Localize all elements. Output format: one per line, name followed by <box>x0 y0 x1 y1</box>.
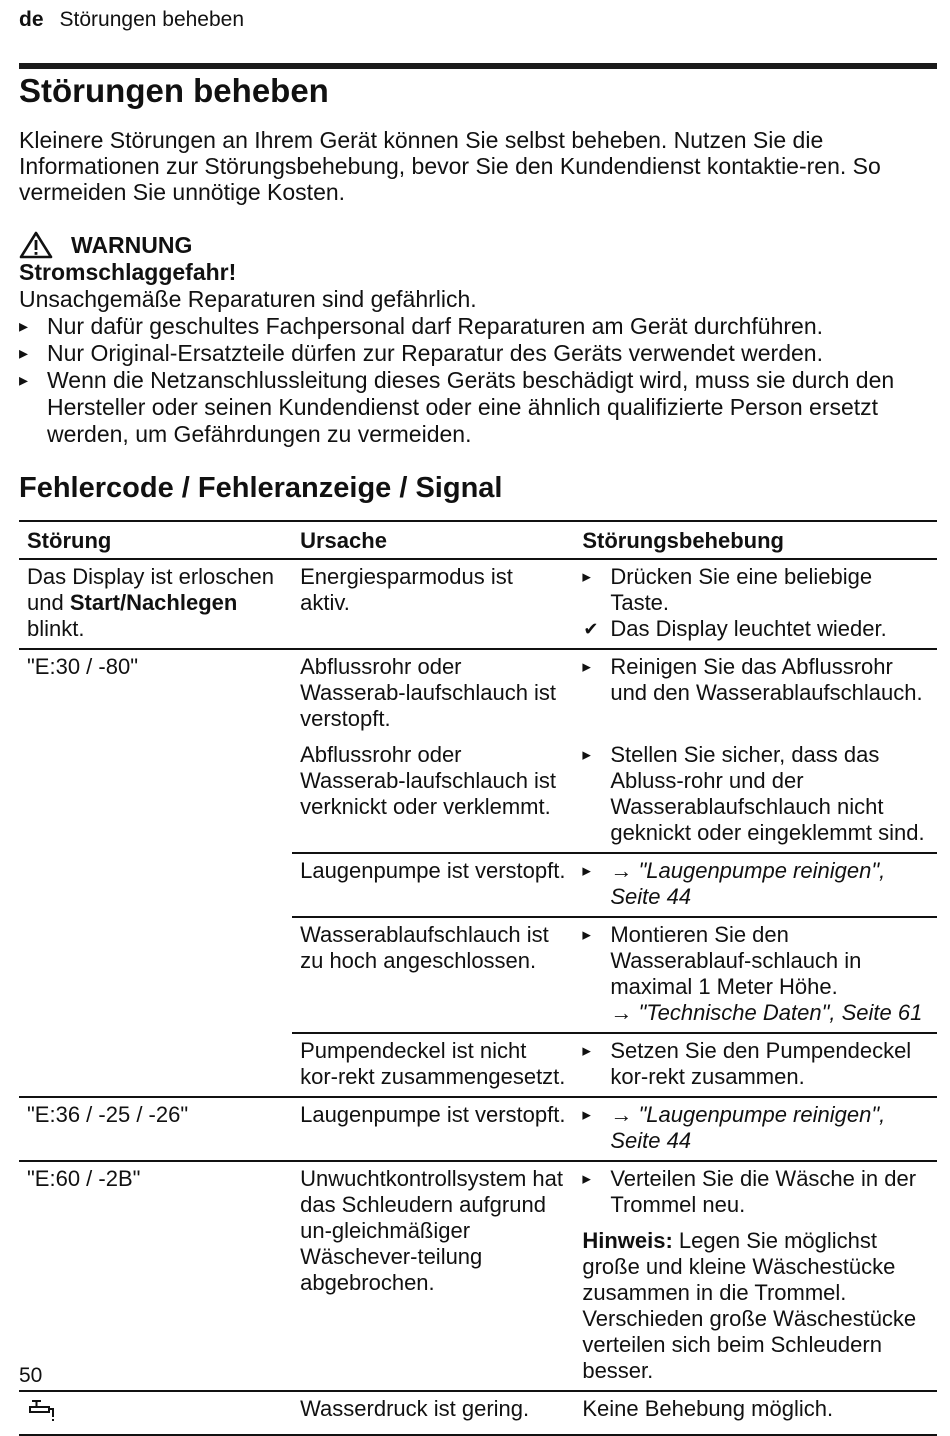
running-header <box>19 8 244 32</box>
water-tap-icon <box>27 1396 57 1422</box>
fault-code-cell: "E:30 / -80" <box>19 649 292 1097</box>
cause-cell: Wasserdruck ist gering. <box>292 1391 574 1435</box>
bullet-icon: ▸ <box>582 745 591 764</box>
column-header-cause: Ursache <box>292 521 574 559</box>
cause-cell: Energiesparmodus ist aktiv. <box>300 564 513 615</box>
cause-cell: Unwuchtkontrollsystem hat das Schleudern aufgrund un-gleichmäßiger Wäschever-teilung abgebrochen. <box>292 1161 574 1391</box>
note-text: Hinweis: Legen Sie möglichst große und kleine Wäschestücke zusammen in die Trommel. Verschieden große Wäschestücke verteilen sich beim Schleudern besser. <box>582 1228 917 1383</box>
list-item: ▸ Nur Original-Ersatzteile dürfen zur Reparatur des Geräts verwendet werden. <box>19 340 937 367</box>
checkmark-icon: ✔ <box>583 619 599 639</box>
list-item: ▸ Wenn die Netzanschlussleitung dieses Geräts beschädigt wird, muss sie durch den Hersteller oder seinen Kundendienst oder eine ähnlich qualifizierte Person ersetzt werden, um Gefährdungen zu vermeiden. <box>19 367 937 448</box>
arrow-right-icon: → <box>610 1000 639 1025</box>
table-header-row <box>19 521 937 559</box>
column-header-remedy: Störungsbehebung <box>574 521 937 559</box>
intro-paragraph: Kleinere Störungen an Ihrem Gerät können Sie selbst beheben. Nutzen Sie die Informationen zur Störungsbehebung, bevor Sie den Kundendienst kontaktie-ren. So vermeiden Sie unnötige Kosten. <box>19 127 881 205</box>
bullet-icon: ▸ <box>582 1169 591 1188</box>
warning-block <box>19 231 937 448</box>
page-number: 50 <box>19 1364 43 1387</box>
header-rule <box>19 63 937 69</box>
warning-list <box>19 313 937 448</box>
cause-cell: Laugenpumpe ist verstopft. <box>292 1097 574 1161</box>
bullet-icon: ▸ <box>582 1041 591 1060</box>
fault-code-cell: "E:36 / -25 / -26" <box>19 1097 292 1161</box>
section-title: Fehlercode / Fehleranzeige / Signal <box>19 472 503 504</box>
remedy-cell: ▸ Setzen Sie den Pumpendeckel kor-rekt zusammen. <box>574 1033 937 1097</box>
table-row <box>19 649 937 738</box>
remedy-cell: ▸ Drücken Sie eine beliebige Taste. ✔ Das Display leuchtet wieder. <box>582 564 887 641</box>
warning-triangle-icon <box>19 231 53 259</box>
warning-heading <box>19 231 937 259</box>
cause-cell: Wasserablaufschlauch ist zu hoch angeschlossen. <box>292 917 574 1033</box>
remedy-cell: Keine Behebung möglich. <box>574 1391 937 1435</box>
fault-icon-cell <box>19 1391 292 1435</box>
cause-cell: Abflussrohr oder Wasserab-laufschlauch ist verknickt oder verklemmt. <box>300 742 557 819</box>
remedy-cell: ▸ Reinigen Sie das Abflussrohr und den Wasserablaufschlauch. <box>574 649 937 738</box>
cause-cell: Laugenpumpe ist verstopft. <box>292 853 574 917</box>
header-section: Störungen beheben <box>59 8 245 31</box>
fault-cell: Das Display ist erloschen und Start/Nachlegen blinkt. <box>27 564 274 641</box>
remedy-cell: ▸ Montieren Sie den Wasserablauf-schlauch in maximal 1 Meter Höhe. → "Technische Daten", Seite 61 <box>574 917 937 1033</box>
fault-table <box>19 520 937 1436</box>
table-row <box>19 559 937 649</box>
remedy-cell: ▸ → "Laugenpumpe reinigen", Seite 44 <box>574 1097 937 1161</box>
column-header-fault: Störung <box>19 521 292 559</box>
start-button-label: Start/Nachlegen <box>69 590 238 615</box>
warning-title: Stromschlaggefahr! <box>19 259 237 285</box>
cause-cell: Abflussrohr oder Wasserab-laufschlauch ist verstopft. <box>292 649 574 738</box>
arrow-right-icon: → <box>610 1102 639 1127</box>
language-code: de <box>19 8 44 31</box>
list-item: ▸ Nur dafür geschultes Fachpersonal darf Reparaturen am Gerät durchführen. <box>19 313 937 340</box>
bullet-icon: ▸ <box>582 1105 591 1124</box>
table-row <box>19 1161 937 1391</box>
remedy-cell: ▸ → "Laugenpumpe reinigen", Seite 44 <box>574 853 937 917</box>
bullet-icon: ▸ <box>582 925 591 944</box>
fault-code-cell: "E:60 / -2B" <box>19 1161 292 1391</box>
arrow-right-icon: → <box>610 858 639 883</box>
warning-label: WARNUNG <box>71 231 193 258</box>
bullet-icon: ▸ <box>582 861 591 880</box>
remedy-cell: ▸ Verteilen Sie die Wäsche in der Trommel neu. Hinweis: Legen Sie möglichst große und kleine Wäschestücke zusammen in die Trommel. Verschieden große Wäschestücke verteilen sich beim Schleudern besser. <box>574 1161 937 1391</box>
bullet-icon: ▸ <box>582 657 591 676</box>
page-title: Störungen beheben <box>19 72 329 109</box>
note-label: Hinweis: <box>582 1228 673 1253</box>
bullet-icon: ▸ <box>582 567 591 586</box>
cause-cell: Pumpendeckel ist nicht kor-rekt zusammengesetzt. <box>292 1033 574 1097</box>
warning-text: Unsachgemäße Reparaturen sind gefährlich. <box>19 286 477 312</box>
remedy-cell: ▸ Stellen Sie sicher, dass das Abluss-rohr und der Wasserablaufschlauch nicht geknickt oder eingeklemmt sind. <box>582 742 925 845</box>
table-row <box>19 1391 937 1435</box>
table-row <box>19 1097 937 1161</box>
